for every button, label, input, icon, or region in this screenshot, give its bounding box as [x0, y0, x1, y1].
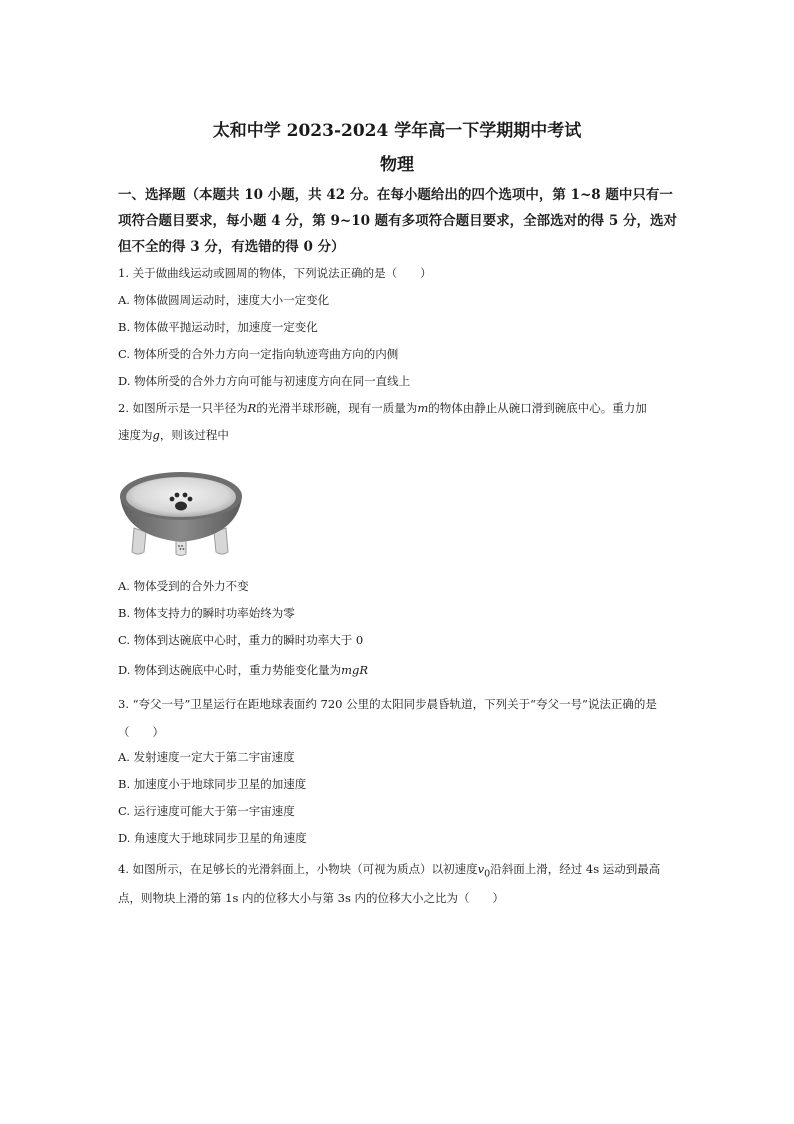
q3-option-a: A. 发射速度一定大于第二宇宙速度 [118, 750, 295, 764]
q2-option-a: A. 物体受到的合外力不变 [118, 579, 249, 593]
q2-option-d-var: mgR [341, 663, 369, 677]
q4-stem-line2: 点，则物块上滑的第 1s 内的位移大小与第 3s 内的位移大小之比为（ ） [118, 891, 505, 905]
q1-option-b: B. 物体做平抛运动时，加速度一定变化 [118, 320, 318, 334]
q1-option-a: A. 物体做圆周运动时，速度大小一定变化 [118, 293, 330, 307]
bowl-image [116, 466, 246, 558]
q4-stem-line1 [118, 860, 688, 883]
q2-option-c: C. 物体到达碗底中心时，重力的瞬时功率大于 0 [118, 633, 364, 647]
q2-stem-part: ，则该过程中 [159, 428, 229, 442]
q2-var-g: g [152, 428, 160, 442]
q2-option-b: B. 物体支持力的瞬时功率始终为零 [118, 606, 295, 620]
q2-stem-part: 速度为 [118, 428, 153, 442]
q4-var-v: v [477, 862, 485, 876]
q3-option-b: B. 加速度小于地球同步卫星的加速度 [118, 777, 307, 791]
q2-stem-part: 2. 如图所示是一只半径为 [118, 401, 248, 415]
section-heading: 一、选择题（本题共 10 小题，共 42 分。在每小题给出的四个选项中，第 1~8 题中只有一项符合题目要求，每小题 4 分，第 9~10 题有多项符合题目要求，全部选对的得 5 分，选对但不全的得 3 分，有选错的得 0 分） [118, 187, 677, 255]
q3-option-c: C. 运行速度可能大于第一宇宙速度 [118, 804, 295, 818]
q2-var-m: m [417, 401, 429, 415]
q2-stem-line1 [118, 399, 688, 417]
q1-option-d: D. 物体所受的合外力方向可能与初速度方向在同一直线上 [118, 374, 411, 388]
q2-var-r: R [247, 401, 257, 415]
bowl-figure [116, 466, 246, 558]
q2-option-d [118, 661, 688, 679]
q1-option-c: C. 物体所受的合外力方向一定指向轨迹弯曲方向的内侧 [118, 347, 399, 361]
q2-stem-part: 的物体由静止从碗口滑到碗底中心。重力加 [428, 401, 647, 415]
exam-subject: 物理 [380, 155, 414, 175]
q4-var-subscript: 0 [484, 868, 491, 880]
q3-option-d: D. 角速度大于地球同步卫星的角速度 [118, 831, 307, 845]
q2-option-d-text: D. 物体到达碗底中心时，重力势能变化量为 [118, 663, 342, 677]
q2-stem-line2 [118, 426, 688, 444]
exam-title: 太和中学 2023-2024 学年高一下学期期中考试 [212, 121, 582, 141]
q1-stem: 1. 关于做曲线运动或圆周的物体，下列说法正确的是（ ） [118, 266, 432, 280]
q3-stem: 3. “夸父一号”卫星运行在距地球表面约 720 公里的太阳同步晨昏轨道，下列关于“夸父一号”说法正确的是（ ） [118, 697, 657, 739]
q2-stem-part: 的光滑半球形碗，现有一质量为 [256, 401, 418, 415]
q4-stem-part: 沿斜面上滑，经过 4s 运动到最高 [490, 862, 661, 876]
q4-stem-part: 4. 如图所示，在足够长的光滑斜面上，小物块（可视为质点）以初速度 [118, 862, 478, 876]
